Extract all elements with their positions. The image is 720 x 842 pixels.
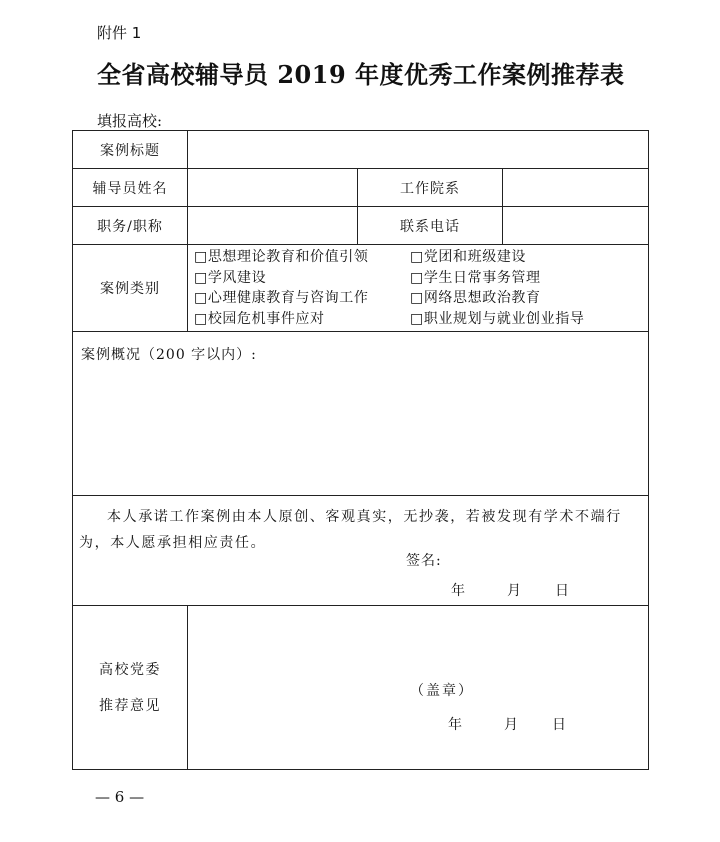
seal-label: （盖章）	[410, 683, 474, 699]
phone-field[interactable]	[503, 207, 649, 245]
case-title-label: 案例标题	[73, 131, 188, 169]
category-option[interactable]: □心理健康教育与咨询工作	[194, 290, 369, 306]
counselor-name-field[interactable]	[188, 169, 358, 207]
case-title-field[interactable]	[188, 131, 649, 169]
category-option[interactable]: □思想理论教育和价值引领	[194, 249, 369, 265]
counselor-name-label: 辅导员姓名	[73, 169, 188, 207]
department-label: 工作院系	[358, 169, 503, 207]
phone-label: 联系电话	[358, 207, 503, 245]
date-year: 年	[448, 717, 462, 733]
date-year: 年	[451, 583, 465, 599]
category-label: 案例类别	[73, 245, 188, 332]
signature-label: 签名:	[406, 553, 442, 569]
category-option[interactable]: □学生日常事务管理	[410, 269, 541, 286]
category-option[interactable]: □网络思想政治教育	[410, 290, 541, 306]
position-label: 职务/职称	[73, 207, 188, 245]
category-option[interactable]: □校园危机事件应对	[194, 310, 325, 327]
party-label-line1: 高校党委	[99, 661, 161, 678]
date-month: 月	[504, 717, 518, 733]
position-field[interactable]	[188, 207, 358, 245]
case-summary-field[interactable]	[73, 332, 649, 496]
date-day: 日	[552, 717, 566, 733]
commitment-section	[73, 496, 649, 606]
category-option[interactable]: □党团和班级建设	[410, 249, 527, 265]
recommendation-form	[72, 130, 649, 770]
department-field[interactable]	[503, 169, 649, 207]
commitment-date	[451, 580, 569, 600]
attachment-label: 附件 1	[97, 24, 142, 42]
party-opinion-field[interactable]	[188, 606, 649, 770]
category-option[interactable]: □职业规划与就业创业指导	[410, 310, 585, 327]
school-label: 填报高校:	[97, 112, 163, 130]
party-label-line2: 推荐意见	[99, 697, 161, 714]
case-summary-label: 案例概况（200 字以内）:	[81, 347, 257, 363]
category-options	[188, 245, 649, 332]
opinion-date	[448, 714, 566, 734]
date-month: 月	[507, 583, 521, 599]
category-option[interactable]: □学风建设	[194, 269, 267, 286]
commitment-text: 本人承诺工作案例由本人原创、客观真实，无抄袭，若被发现有学术不端行为，本人愿承担相应责任。	[79, 509, 622, 551]
date-day: 日	[555, 583, 569, 599]
page-number: — 6 —	[95, 788, 145, 806]
party-opinion-label	[73, 606, 188, 770]
document-title: 全省高校辅导员 2019 年度优秀工作案例推荐表	[97, 60, 625, 89]
